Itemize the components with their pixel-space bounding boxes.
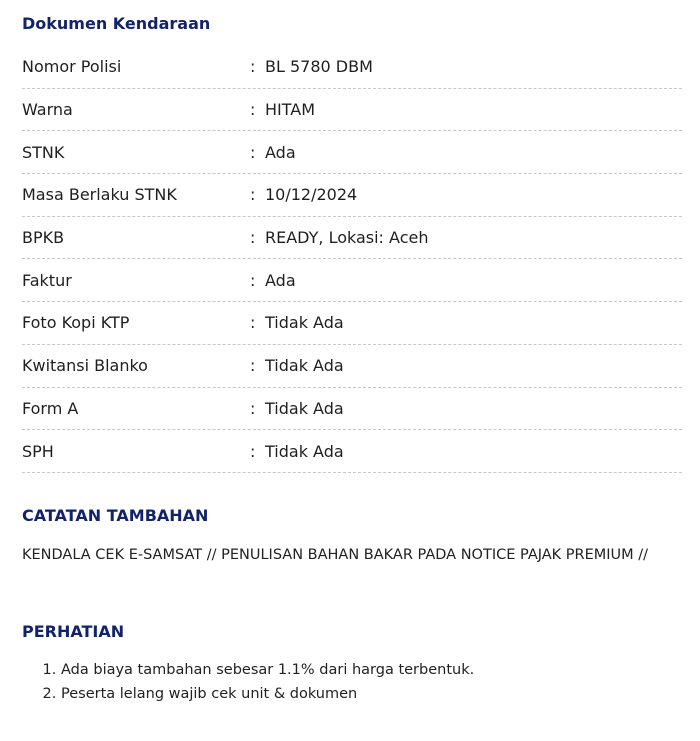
row-label: SPH [22, 441, 54, 461]
document-section-title: Dokumen Kendaraan [22, 14, 211, 33]
row-separator: : [250, 441, 256, 461]
table-row [22, 46, 682, 89]
table-row [22, 345, 682, 388]
row-value: Ada [265, 270, 296, 290]
notes-section-title: CATATAN TAMBAHAN [22, 506, 209, 525]
row-label: Form A [22, 398, 79, 418]
row-separator: : [250, 270, 256, 290]
row-value: READY, Lokasi: Aceh [265, 228, 429, 248]
table-row [22, 430, 682, 473]
table-row [22, 302, 682, 345]
row-label: STNK [22, 142, 65, 162]
table-row [22, 217, 682, 260]
table-row [22, 388, 682, 431]
row-label: Faktur [22, 270, 72, 290]
list-item: 2. Peserta lelang wajib cek unit & dokumen [61, 682, 474, 706]
row-label: Nomor Polisi [22, 57, 122, 77]
table-row [22, 259, 682, 302]
row-separator: : [250, 398, 256, 418]
attention-section-title: PERHATIAN [22, 622, 125, 641]
row-label: BPKB [22, 228, 65, 248]
row-separator: : [250, 356, 256, 376]
row-value: Tidak Ada [265, 356, 344, 376]
row-label: Foto Kopi KTP [22, 313, 130, 333]
notes-text: KENDALA CEK E-SAMSAT // PENULISAN BAHAN BAKAR PADA NOTICE PAJAK PREMIUM // [22, 547, 649, 563]
row-value: 10/12/2024 [265, 185, 358, 205]
row-value: HITAM [265, 100, 316, 120]
row-label: Masa Berlaku STNK [22, 185, 177, 205]
row-value: BL 5780 DBM [265, 57, 373, 77]
row-separator: : [250, 57, 256, 77]
row-value: Tidak Ada [265, 313, 344, 333]
row-separator: : [250, 228, 256, 248]
attention-list [22, 658, 474, 706]
table-row [22, 131, 682, 174]
row-value: Tidak Ada [265, 398, 344, 418]
row-value: Ada [265, 142, 296, 162]
row-separator: : [250, 100, 256, 120]
table-row [22, 89, 682, 132]
list-item: 1. Ada biaya tambahan sebesar 1.1% dari harga terbentuk. [61, 658, 474, 682]
row-label: Warna [22, 100, 73, 120]
row-separator: : [250, 142, 256, 162]
row-label: Kwitansi Blanko [22, 356, 148, 376]
row-value: Tidak Ada [265, 441, 344, 461]
document-table [22, 46, 682, 473]
row-separator: : [250, 313, 256, 333]
table-row [22, 174, 682, 217]
row-separator: : [250, 185, 256, 205]
